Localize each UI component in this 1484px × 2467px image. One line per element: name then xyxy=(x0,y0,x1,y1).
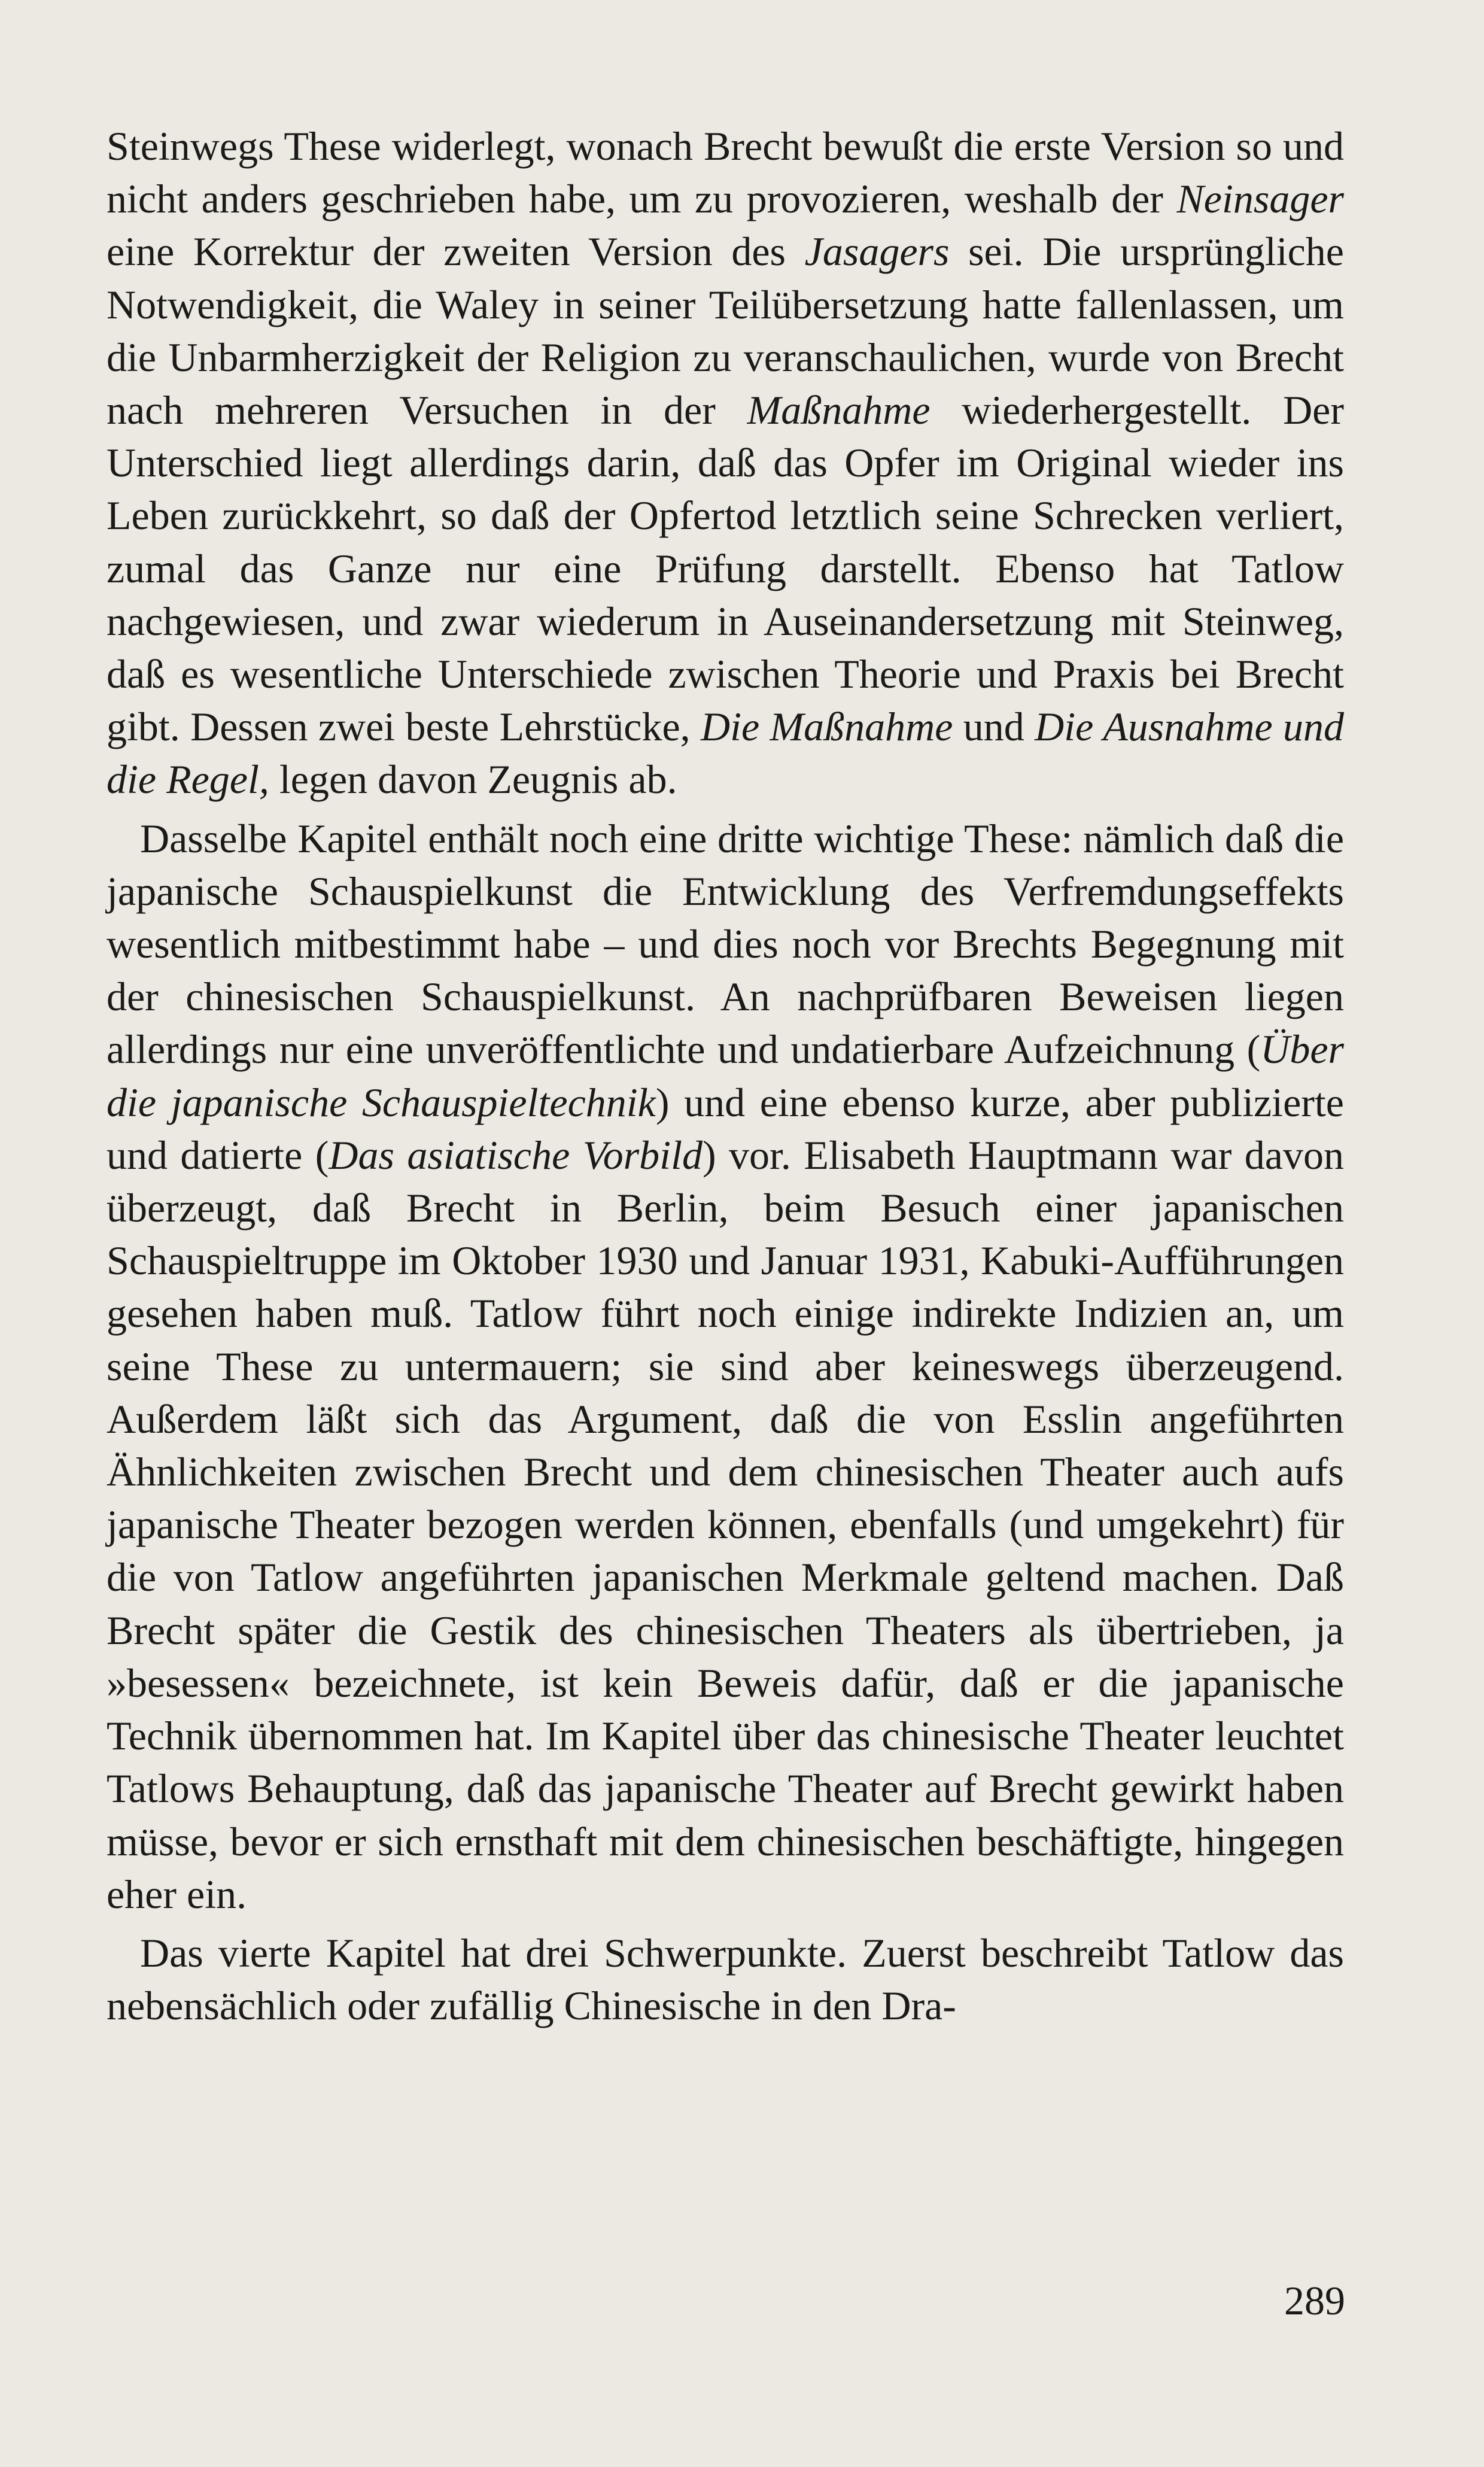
body-text xyxy=(107,120,1344,2032)
page-number: 289 xyxy=(1284,2278,1345,2323)
italic-title: Jasagers xyxy=(804,229,950,275)
text-run: Das vierte Kapitel hat drei Schwerpunkte. Zuerst beschreibt Tatlow das nebensächlich oder zufällig Chinesische in den Dra- xyxy=(107,1930,1344,2029)
italic-title: Über die japanische Schauspieltechnik xyxy=(107,1026,1344,1125)
text-run: Steinwegs These widerlegt, wonach Brecht bewußt die erste Version so und nicht anders geschrieben habe, um zu provozieren, weshalb der xyxy=(107,123,1344,222)
italic-title: Maßnahme xyxy=(747,387,930,433)
italic-title: Die Maßnahme xyxy=(700,704,953,750)
italic-title: Das asiatische Vorbild xyxy=(329,1132,703,1178)
italic-title: Neinsager xyxy=(1176,176,1344,222)
paragraph-2 xyxy=(107,812,1344,1921)
text-run: eine Korrektur der zweiten Version des xyxy=(107,229,805,275)
text-run: und xyxy=(953,704,1035,750)
text-run: sei. Die ursprüngliche Notwendigkeit, die Waley in seiner Teilübersetzung hatte fallenlassen, um die Unbarmherzigkeit der Religion zu veranschaulichen, wurde von Brecht nach mehreren Versuchen in der xyxy=(107,229,1344,433)
text-run: wiederhergestellt. Der Unterschied liegt allerdings darin, daß das Opfer im Original wieder ins Leben zurückkehrt, so daß der Opfertod letztlich seine Schrecken verliert, zumal das Ganze nur eine Prüfung darstellt. Ebenso hat Tatlow nachgewiesen, und zwar wiederum in Auseinandersetzung mit Steinweg, daß es wesentliche Unterschiede zwischen Theorie und Praxis bei Brecht gibt. Dessen zwei beste Lehrstücke, xyxy=(107,387,1345,750)
italic-title: Die Ausnahme und die Regel, xyxy=(107,704,1344,803)
text-run: legen davon Zeugnis ab. xyxy=(269,756,677,803)
paragraph-1 xyxy=(107,120,1344,806)
paragraph-3 xyxy=(107,1927,1344,2032)
text-run: ) und eine ebenso kurze, aber publizierte und datierte ( xyxy=(107,1079,1344,1178)
text-run: ) vor. Elisabeth Hauptmann war davon überzeugt, daß Brecht in Berlin, beim Besuch einer japanischen Schauspieltruppe im Oktober 1930 und Januar 1931, Kabuki-Aufführungen gesehen haben muß. Tatlow führt noch einige indirekte Indizien an, um seine These zu untermauern; sie sind aber keineswegs überzeugend. Außerdem läßt sich das Argument, daß die von Esslin angeführten Ähnlichkeiten zwischen Brecht und dem chinesischen Theater auch aufs japanische Theater bezogen werden können, ebenfalls (und umgekehrt) für die von Tatlow angeführten japanischen Merkmale geltend machen. Daß Brecht später die Gestik des chinesischen Theaters als übertrieben, ja »besessen« bezeichnete, ist kein Beweis dafür, daß er die japanische Technik übernommen hat. Im Kapitel über das chinesische Theater leuchtet Tatlows Behauptung, daß das japanische Theater auf Brecht gewirkt haben müsse, bevor er sich ernsthaft mit dem chinesischen beschäftigte, hingegen eher ein. xyxy=(107,1132,1344,1917)
text-run: Dasselbe Kapitel enthält noch eine dritte wichtige These: nämlich daß die japanische Schauspielkunst die Entwicklung des Verfremdungseffekts wesentlich mitbestimmt habe – und dies noch vor Brechts Begegnung mit der chinesischen Schauspielkunst. An nachprüfbaren Beweisen liegen allerdings nur eine unveröffentlichte und undatierbare Aufzeichnung ( xyxy=(107,815,1344,1073)
